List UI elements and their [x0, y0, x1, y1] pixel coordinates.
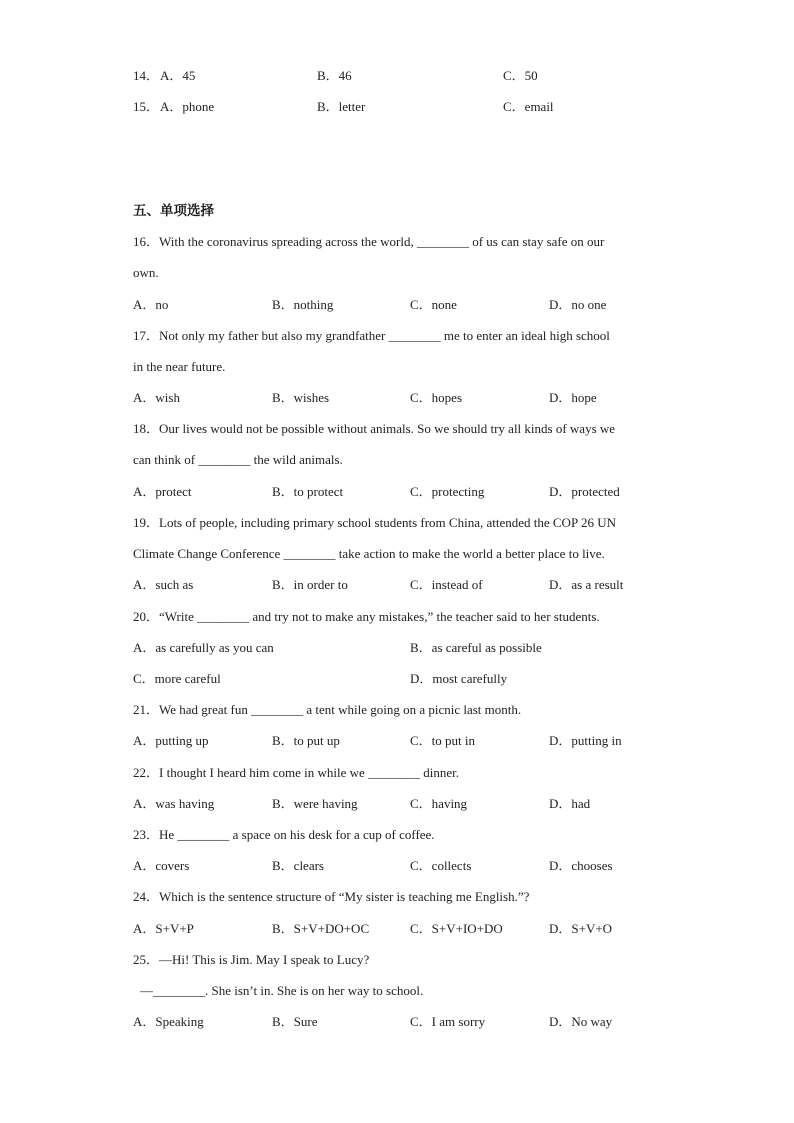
q18-option-a: A．protect	[133, 484, 192, 499]
q21-stem-line1: 21．We had great fun ________ a tent while going on a picnic last month.	[133, 702, 522, 717]
q20-option-c: C．more careful	[133, 671, 221, 686]
q22-option-b: B．were having	[272, 796, 358, 811]
q19-option-d: D．as a result	[549, 577, 624, 592]
q24-stem-line1: 24．Which is the sentence structure of “My sister is teaching me English.”?	[133, 889, 530, 904]
q21-option-c: C．to put in	[410, 733, 476, 748]
q17-option-a: A．wish	[133, 390, 180, 405]
q25-option-d: D．No way	[549, 1014, 613, 1029]
q18-option-b: B．to protect	[272, 484, 344, 499]
q24-option-d: D．S+V+O	[549, 921, 613, 936]
q16-stem-line1: 16．With the coronavirus spreading across the world, ________ of us can stay safe on our	[133, 234, 605, 249]
q19-stem-line1: 19．Lots of people, including primary school students from China, attended the COP 26 UN	[133, 515, 616, 530]
q15-option-a: A．phone	[160, 99, 215, 114]
q16-stem-line2: own.	[133, 265, 159, 280]
q25-option-a: A．Speaking	[133, 1014, 204, 1029]
q17-option-b: B．wishes	[272, 390, 330, 405]
q18-option-d: D．protected	[549, 484, 620, 499]
q16-option-b: B．nothing	[272, 297, 334, 312]
section-title: 五、单项选择	[133, 203, 214, 219]
q20-option-d: D．most carefully	[410, 671, 508, 686]
q24-option-c: C．S+V+IO+DO	[410, 921, 503, 936]
q16-option-c: C．none	[410, 297, 457, 312]
q14-option-b: B．46	[317, 68, 352, 83]
q24-option-a: A．S+V+P	[133, 921, 194, 936]
q19-option-b: B．in order to	[272, 577, 348, 592]
q20-stem-line1: 20．“Write ________ and try not to make any mistakes,” the teacher said to her students.	[133, 609, 600, 624]
q21-option-b: B．to put up	[272, 733, 340, 748]
q24-option-b: B．S+V+DO+OC	[272, 921, 370, 936]
q22-option-c: C．having	[410, 796, 468, 811]
q15-option-b: B．letter	[317, 99, 366, 114]
q20-option-b: B．as careful as possible	[410, 640, 542, 655]
q14-number: 14．	[133, 68, 160, 83]
q23-stem-line1: 23．He ________ a space on his desk for a cup of coffee.	[133, 827, 435, 842]
q25-stem-line1: 25．—Hi! This is Jim. May I speak to Lucy?	[133, 952, 370, 967]
q21-option-a: A．putting up	[133, 733, 209, 748]
q25-option-b: B．Sure	[272, 1014, 318, 1029]
q17-stem-line2: in the near future.	[133, 359, 226, 374]
q25-stem-line2: —________. She isn’t in. She is on her way to school.	[140, 983, 424, 998]
q18-stem-line2: can think of ________ the wild animals.	[133, 452, 343, 467]
q16-option-a: A．no	[133, 297, 169, 312]
q23-option-a: A．covers	[133, 858, 190, 873]
q23-option-d: D．chooses	[549, 858, 613, 873]
q20-option-a: A．as carefully as you can	[133, 640, 274, 655]
q22-option-d: D．had	[549, 796, 591, 811]
q17-stem-line1: 17．Not only my father but also my grandfather ________ me to enter an ideal high school	[133, 328, 610, 343]
q18-stem-line1: 18．Our lives would not be possible without animals. So we should try all kinds of ways we	[133, 421, 616, 436]
q15-option-c: C．email	[503, 99, 554, 114]
q23-option-c: C．collects	[410, 858, 472, 873]
q14-option-c: C．50	[503, 68, 538, 83]
q18-option-c: C．protecting	[410, 484, 485, 499]
q16-option-d: D．no one	[549, 297, 607, 312]
q17-option-c: C．hopes	[410, 390, 463, 405]
q19-option-a: A．such as	[133, 577, 194, 592]
q17-option-d: D．hope	[549, 390, 597, 405]
q21-option-d: D．putting in	[549, 733, 622, 748]
q22-stem-line1: 22．I thought I heard him come in while we ________ dinner.	[133, 765, 460, 780]
q19-option-c: C．instead of	[410, 577, 483, 592]
q14-option-a: A．45	[160, 68, 196, 83]
q15-number: 15．	[133, 99, 160, 114]
q25-option-c: C．I am sorry	[410, 1014, 486, 1029]
q23-option-b: B．clears	[272, 858, 324, 873]
q22-option-a: A．was having	[133, 796, 215, 811]
q19-stem-line2: Climate Change Conference ________ take action to make the world a better place to live.	[133, 546, 605, 561]
